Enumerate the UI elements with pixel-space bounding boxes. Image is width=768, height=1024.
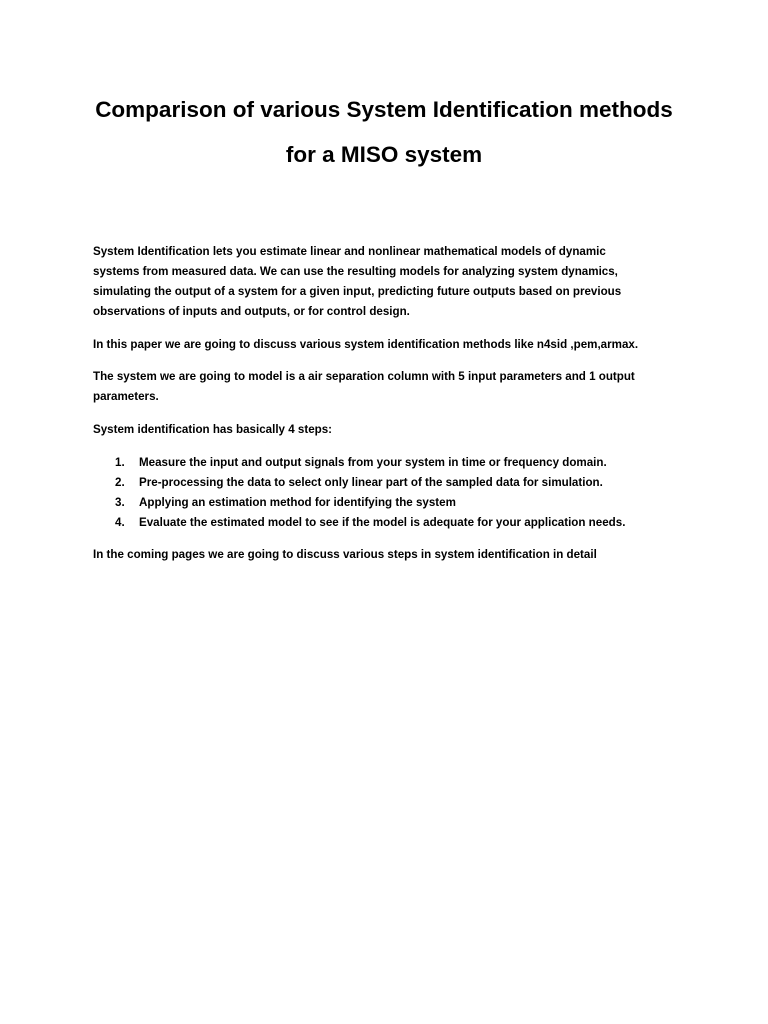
intro-line: systems from measured data. We can use the resulting models for analyzing system dynamics, — [93, 265, 618, 278]
step-text: Measure the input and output signals from your system in time or frequency domain. — [139, 456, 607, 469]
system-paragraph — [93, 367, 693, 407]
steps-list — [93, 453, 693, 533]
step-number: 4. — [115, 516, 125, 529]
step-text: Applying an estimation method for identifying the system — [139, 496, 456, 509]
methods-paragraph — [93, 335, 693, 355]
intro-line: simulating the output of a system for a given input, predicting future outputs based on previous — [93, 285, 622, 298]
list-item — [93, 513, 693, 533]
step-text: Pre-processing the data to select only linear part of the sampled data for simulation. — [139, 476, 603, 489]
methods-line: In this paper we are going to discuss various system identification methods like n4sid ,pem,armax. — [93, 338, 639, 351]
steps-intro — [93, 420, 693, 440]
step-number: 3. — [115, 496, 125, 509]
list-item — [93, 493, 693, 513]
step-number: 2. — [115, 476, 125, 489]
intro-line: System Identification lets you estimate linear and nonlinear mathematical models of dynamic — [93, 245, 606, 258]
system-line: parameters. — [93, 390, 159, 403]
intro-line: observations of inputs and outputs, or for control design. — [93, 305, 410, 318]
title-line-1: Comparison of various System Identification methods — [95, 97, 673, 122]
title-line-2: for a MISO system — [285, 142, 483, 167]
intro-paragraph — [93, 242, 693, 322]
document-title — [40, 87, 728, 177]
step-number: 1. — [115, 456, 125, 469]
step-text: Evaluate the estimated model to see if the model is adequate for your application needs. — [139, 516, 626, 529]
closing-line: In the coming pages we are going to discuss various steps in system identification in detail — [93, 548, 597, 561]
list-item — [93, 453, 693, 473]
system-line: The system we are going to model is a air separation column with 5 input parameters and 1 output — [93, 370, 635, 383]
steps-intro-line: System identification has basically 4 steps: — [93, 423, 333, 436]
list-item — [93, 473, 693, 493]
closing-paragraph — [93, 545, 693, 565]
